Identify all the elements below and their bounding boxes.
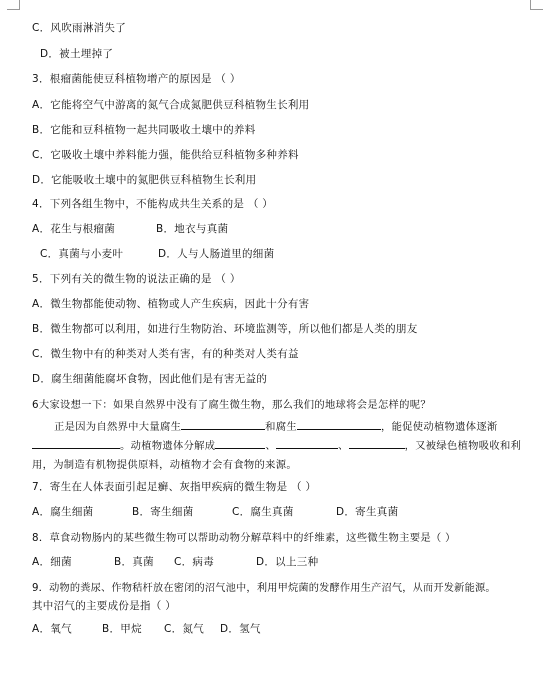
q9-option-b: B．甲烷: [102, 623, 142, 635]
corner-mark-top-left: [7, 0, 20, 10]
q6-stem: 6大家设想一下：如果自然界中没有了腐生微生物，那么我们的地球将会是怎样的呢？: [32, 399, 431, 411]
q4-options-row-2: [40, 246, 274, 261]
q4-option-d: D．人与人肠道里的细菌: [158, 248, 275, 260]
q8-option-c: C．病毒: [174, 556, 215, 568]
q3-option-d: D．它能吸收土壤中的氮肥供豆科植物生长利用: [32, 174, 257, 186]
corner-mark-top-right: [530, 0, 543, 10]
q8-options: [32, 554, 318, 569]
q5-option-c: C．微生物中有的种类对人类有害，有的种类对人类有益: [32, 348, 299, 360]
q6-blank-5[interactable]: [276, 437, 338, 449]
q7-option-b: B．寄生细菌: [132, 506, 194, 518]
q8-option-d: D．以上三种: [256, 556, 319, 568]
q7-option-d: D．寄生真菌: [336, 506, 399, 518]
q9-stem-line-2: 其中沼气的主要成份是指（ ）: [32, 600, 177, 612]
q6-blank-4[interactable]: [215, 437, 265, 449]
q4-option-b: B．地衣与真菌: [156, 223, 229, 235]
q6-fill-in-paragraph: [32, 418, 522, 475]
q5-option-a: A．微生物都能使动物、植物或人产生疾病，因此十分有害: [32, 298, 310, 310]
q6-blank-2[interactable]: [297, 418, 381, 430]
q5-option-d: D．腐生细菌能腐坏食物，因此他们是有害无益的: [32, 373, 268, 385]
q7-option-a: A．腐生细菌: [32, 506, 94, 518]
q6-text-5: 、: [265, 440, 276, 452]
q3-option-c: C．它吸收土壤中养料能力强，能供给豆科植物多种养料: [32, 149, 299, 161]
q7-options: [32, 504, 398, 519]
q3-option-a: A．它能将空气中游离的氮气合成氮肥供豆科植物生长利用: [32, 99, 310, 111]
q6-text-4: 。动植物遗体分解成: [120, 440, 216, 452]
q8-option-b: B．真菌: [114, 556, 154, 568]
q8-option-a: A．细菌: [32, 556, 72, 568]
q5-stem: 5．下列有关的微生物的说法正确的是 （ ）: [32, 273, 241, 285]
q6-blank-6[interactable]: [349, 437, 405, 449]
q6-text-2: 和腐生: [265, 421, 297, 433]
q2-option-c: C．风吹雨淋消失了: [32, 22, 127, 34]
q2-option-d: D．被土埋掉了: [40, 48, 114, 60]
q8-stem: 8．草食动物肠内的某些微生物可以帮助动物分解草料中的纤维素，这些微生物主要是（ ）: [32, 532, 456, 544]
q4-option-c: C．真菌与小麦叶: [40, 248, 124, 260]
q3-option-b: B．它能和豆科植物一起共同吸收土壤中的养料: [32, 124, 256, 136]
q7-stem: 7．寄生在人体表面引起足癣、灰指甲疾病的微生物是 （ ）: [32, 481, 317, 493]
q5-option-b: B．微生物都可以利用，如进行生物防治、环境监测等，所以他们都是人类的朋友: [32, 323, 418, 335]
q9-option-a: A．氧气: [32, 623, 72, 635]
q9-stem-line-1: 9．动物的粪尿、作物秸杆放在密闭的沼气池中，利用甲烷菌的发酵作用生产沼气，从而开发新能源。: [32, 583, 496, 594]
q9-option-c: C．氮气: [164, 623, 205, 635]
q9-option-d: D．氢气: [220, 623, 261, 635]
q6-text-3: ，能促使动植物遗体逐渐: [380, 421, 498, 433]
q4-option-a: A．花生与根瘤菌: [32, 223, 116, 235]
q9-options: [32, 621, 261, 636]
q6-blank-3[interactable]: [32, 437, 120, 449]
q3-stem: 3．根瘤菌能使豆科植物增产的原因是 （ ）: [32, 73, 241, 85]
q7-option-c: C．腐生真菌: [232, 506, 294, 518]
q4-stem: 4．下列各组生物中，不能构成共生关系的是 （ ）: [32, 198, 274, 210]
q6-text-6: 、: [337, 440, 349, 452]
q4-options-row-1: [32, 221, 228, 236]
q6-blank-1[interactable]: [181, 418, 265, 430]
q6-text-1: 正是因为自然界中大量腐生: [54, 421, 182, 433]
q6-text-7: ，又被绿色植物吸收和利用，为制造有机物提供原料，动植物才会有食物的来源。: [32, 440, 522, 471]
